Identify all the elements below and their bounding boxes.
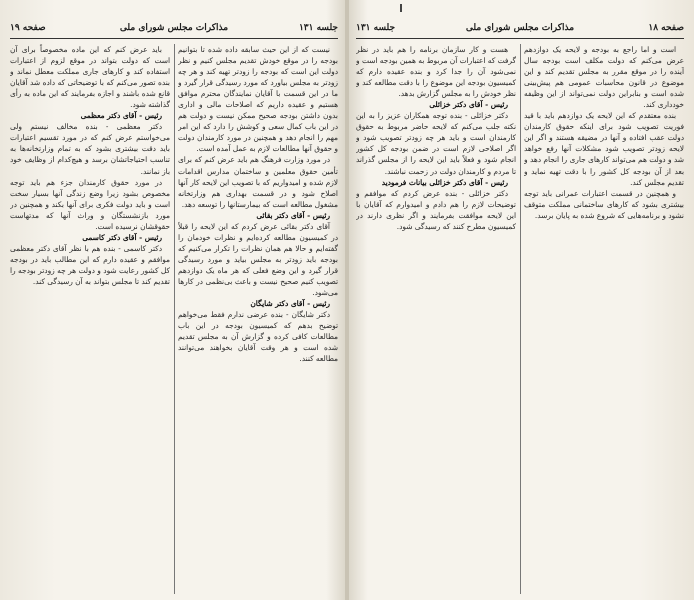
left-page (4, 0, 344, 600)
right-page-session: جلسه ۱۳۱ (356, 23, 396, 33)
column-divider (174, 44, 175, 594)
paragraph: دکتر معظمی - بنده مخالف نیستم ولی می‌خواستم عرض کنم که در مورد تقسیم اعتبارات باید دقت بیشتری بشود که به تمام وزارتخانه‌ها به تناسب احتیاجاتشان برسد و هیچ‌کدام از وظایف خود باز نمانند. (10, 122, 170, 176)
paragraph: در مورد وزارت فرهنگ هم باید عرض کنم که برای تأمین حقوق معلمین و ساختمان مدارس اقدامات لازم شده و امیدواریم که با تصویب این لایحه کار آنها اصلاح شود و در قسمت بهداری هم وزارتخانه مشغول مطالعه است که بیمارستانها را توسعه دهد. (178, 155, 338, 209)
paragraph: است و اما راجع به بودجه و لایحه یک دوازدهم عرض می‌کنم که دولت مکلف است بودجه سال آینده را در موقع مقرر به مجلس تقدیم کند و این موضوع در قانون محاسبات عمومی هم پیش‌بینی شده است و بنابراین دولت نمی‌تواند از این وظیفه خودداری کند. (524, 45, 684, 110)
speaker-line: رئیس - آقای دکتر کاسمی (82, 232, 162, 242)
left-page-header (10, 22, 338, 39)
left-page-columns (10, 44, 338, 594)
right-page-header (356, 22, 684, 39)
paragraph: دکتر کاسمی - بنده هم با نظر آقای دکتر معظمی موافقم و عقیده دارم که این مطالب باید در بودجه کل کشور رعایت شود و دولت هر چه زودتر بودجه را تقدیم کند تا مجلس بتواند به آن رسیدگی کند. (10, 243, 170, 286)
left-page-column-right (178, 44, 338, 594)
paragraph: بنده معتقدم که این لایحه یک دوازدهم باید با قید فوریت تصویب شود برای اینکه حقوق کارمندان دولت عقب افتاده و آنها در مضیقه هستند و اگر این لایحه زودتر تصویب شود مشکلات آنها رفع خواهد شد و دولت هم می‌تواند کارهای جاری را انجام دهد و بعد از آن بودجه کل کشور را با دقت تهیه نماید و تقدیم مجلس کند. (524, 111, 684, 187)
right-page-column-left (356, 44, 516, 594)
paragraph: دکتر خزائلی - بنده عرض کردم که موافقم و توضیحات لازم را هم دادم و امیدوارم که آقایان با این لایحه موافقت بفرمایند و اگر نظری دارند در کمیسیون مطرح کنند که رسیدگی شود. (356, 188, 516, 231)
right-page-column-right (524, 44, 684, 594)
paragraph: دکتر خزائلی - بنده توجه همکاران عزیز را به این نکته جلب می‌کنم که لایحه حاضر مربوط به حقوق کارمندان است و باید هر چه زودتر تصویب شود و اگر اصلاحی لازم است در ضمن بودجه کل کشور انجام شود و فعلاً باید این لایحه را از مجلس گذراند تا مردم و کارمندان دولت در زحمت نباشند. (356, 111, 516, 176)
paragraph: در مورد حقوق کارمندان جزء هم باید توجه مخصوص بشود زیرا وضع زندگی آنها بسیار سخت است و باید دولت فکری برای آنها بکند و همچنین در مورد بازنشستگان و وراث آنها که مدتهاست حقوقشان نرسیده است. (10, 177, 170, 231)
left-page-title: مذاکرات مجلس شورای ملی (119, 23, 229, 33)
right-page-title: مذاکرات مجلس شورای ملی (465, 23, 575, 33)
column-divider (520, 44, 521, 594)
paragraph: و همچنین در قسمت اعتبارات عمرانی باید توجه بیشتری بشود که کارهای ساختمانی مملکت متوقف نشود و برنامه‌هایی که شروع شده به پایان برسد. (524, 188, 684, 220)
paragraph: دکتر شایگان - بنده عرضی ندارم فقط می‌خواهم توضیح بدهم که کمیسیون بودجه در این باب مطالعات کافی کرده و گزارش آن به مجلس تقدیم شده است و هر وقت آقایان بخواهند می‌توانند مطالعه کنند. (178, 310, 338, 364)
speaker-line: رئیس - آقای دکتر خزائلی بیانات فرمودید (381, 177, 508, 187)
speaker-line: رئیس - آقای دکتر شایگان (250, 299, 330, 309)
paragraph: باید عرض کنم که این ماده مخصوصاً برای آن است که دولت بتواند در موقع لزوم از اعتبارات استفاده کند و کارهای جاری مملکت معطل نماند و بنده تصور می‌کنم که با توضیحاتی که داده شد آقایان قانع شده باشند و اجازه بفرمایند که این ماده به رأی گذاشته شود. (10, 45, 170, 110)
left-page-session: جلسه ۱۳۱ (298, 23, 338, 33)
left-page-label: صفحه ۱۹ (10, 23, 46, 33)
paragraph: هست و کار سازمان برنامه را هم باید در نظر گرفت که اعتبارات آن مربوط به همین بودجه است و نمی‌شود آن را جدا کرد و بنده عقیده دارم که کمیسیون بودجه این موضوع را با دقت مطالعه کند و نظر خودش را به مجلس گزارش بدهد. (356, 45, 516, 99)
speaker-line: رئیس - آقای دکتر خزائلی (429, 100, 508, 110)
right-page-label: صفحه ۱۸ (648, 23, 684, 33)
book-gutter (345, 0, 349, 600)
speaker-line: رئیس - آقای دکتر معظمی (80, 111, 162, 121)
left-page-column-left (10, 44, 170, 594)
right-page (350, 0, 690, 600)
speaker-line: رئیس - آقای دکتر بقائی (256, 210, 330, 220)
right-page-columns (356, 44, 684, 594)
paragraph: آقای دکتر بقائی عرض کردم که این لایحه را قبلاً در کمیسیون مطالعه کرده‌ایم و نظرات خودمان را گفته‌ایم و حالا هم همان نظرات را تکرار می‌کنیم که بودجه باید زودتر به مجلس بیاید و مورد رسیدگی قرار گیرد و این وضع فعلی که هر ماه یک دوازدهم تصویب کنیم صحیح نیست و باعث بی‌نظمی در کارها می‌شود. (178, 221, 338, 298)
paragraph: نیست که از این حیث سابقه داده شده تا بتوانیم بودجه را در موقع خودش تقدیم مجلس کنیم و نظر دولت این است که بودجه را زودتر تهیه کند و هر چه زودتر به مجلس بیاورد که مورد رسیدگی قرار گیرد و ما در این قسمت با آقایان نمایندگان محترم موافق هستیم و عقیده داریم که اصلاحات مالی و اداری بدون داشتن بودجه صحیح ممکن نیست و دولت هم در این باب کمال سعی و کوشش را دارد که این امر مهم را انجام دهد و همچنین در مورد کارمندان دولت و حقوق آنها مطالعات لازم به عمل آمده است. (178, 45, 338, 154)
